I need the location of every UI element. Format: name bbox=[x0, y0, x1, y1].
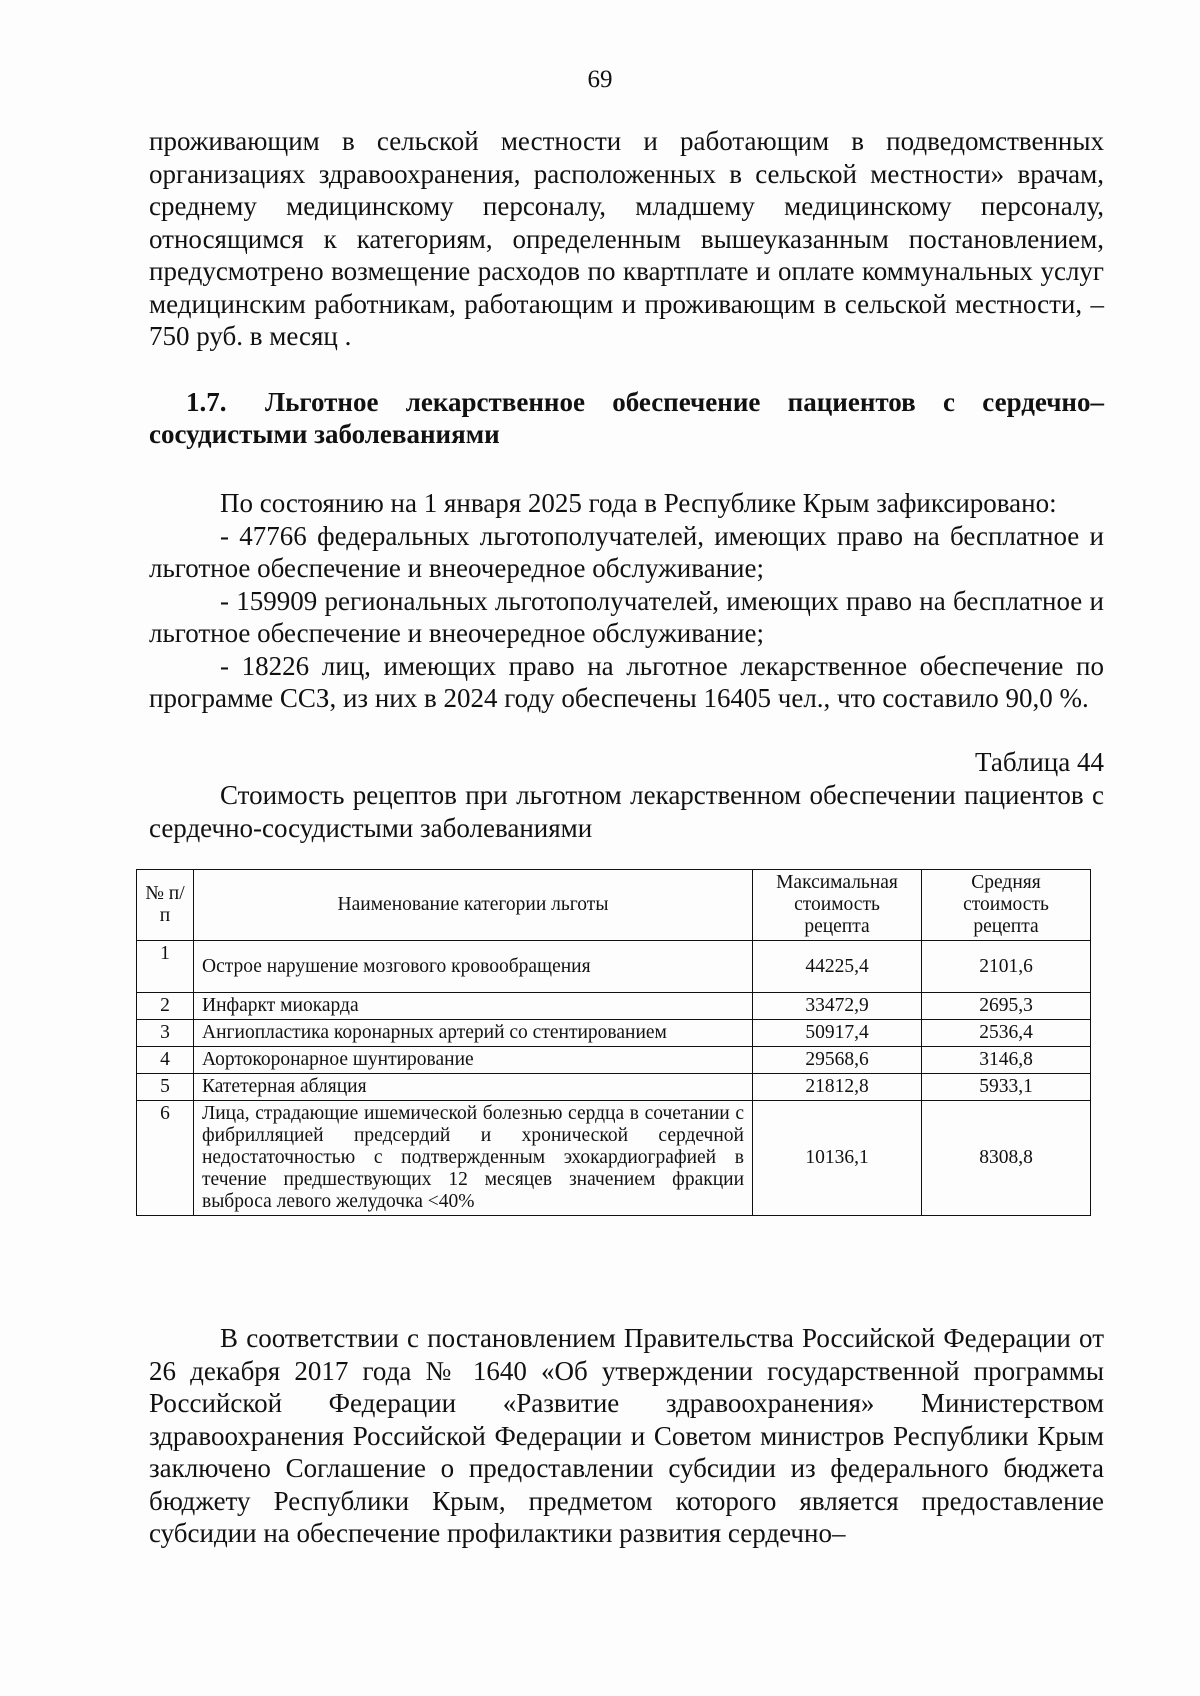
header-name: Наименование категории льготы bbox=[194, 870, 753, 941]
stats-item: - 47766 федеральных льготополучателей, имеющих право на бесплатное и льготное обеспечение и внеочередное обслуживание; bbox=[149, 520, 1104, 583]
row-name: Ангиопластика коронарных артерий со стентированием bbox=[194, 1020, 753, 1047]
table-row bbox=[137, 941, 1091, 993]
row-name: Лица, страдающие ишемической болезнью сердца в сочетании с фибрилляцией предсердий и хронической сердечной недостаточностью с подтвержденным эхокардиографией в течение предшествующих 12 месяцев значением фракции выброса левого желудочка <40% bbox=[194, 1101, 753, 1216]
page-number: 69 bbox=[587, 66, 613, 93]
row-max-cost: 21812,8 bbox=[753, 1074, 922, 1101]
row-max-cost: 33472,9 bbox=[753, 993, 922, 1020]
table-row bbox=[137, 993, 1091, 1020]
row-name: Катетерная абляция bbox=[194, 1074, 753, 1101]
table-row bbox=[137, 1047, 1091, 1074]
intro-paragraph: проживающим в сельской местности и работающим в подведомственных организациях здравоохранения, расположенных в сельской местности» врачам, среднему медицинскому персоналу, младшему медицинскому персоналу, относящимся к категориям, определенным вышеуказанным постановлением, предусмотрено возмещение расходов по квартплате и оплате коммунальных услуг медицинским работникам, работающим и проживающим в сельской местности, – 750 руб. в месяц . bbox=[149, 126, 1104, 351]
row-num: 6 bbox=[137, 1101, 194, 1216]
row-num: 1 bbox=[137, 941, 194, 993]
table-caption: Стоимость рецептов при льготном лекарственном обеспечении пациентов с сердечно-сосудистыми заболеваниями bbox=[149, 780, 1104, 843]
row-max-cost: 44225,4 bbox=[753, 941, 922, 993]
row-num: 4 bbox=[137, 1047, 194, 1074]
row-avg-cost: 3146,8 bbox=[922, 1047, 1091, 1074]
stats-lead: По состоянию на 1 января 2025 года в Республике Крым зафиксировано: bbox=[220, 488, 1057, 518]
table-label: Таблица 44 bbox=[975, 747, 1104, 777]
row-avg-cost: 8308,8 bbox=[922, 1101, 1091, 1216]
table-row bbox=[137, 1020, 1091, 1047]
row-max-cost: 50917,4 bbox=[753, 1020, 922, 1047]
table-row bbox=[137, 1101, 1091, 1216]
table-header-row bbox=[137, 870, 1091, 941]
stats-block bbox=[149, 487, 1104, 715]
section-heading bbox=[149, 386, 1104, 450]
row-max-cost: 29568,6 bbox=[753, 1047, 922, 1074]
row-num: 2 bbox=[137, 993, 194, 1020]
header-avg-cost: Средняя стоимость рецепта bbox=[922, 870, 1091, 941]
row-avg-cost: 5933,1 bbox=[922, 1074, 1091, 1101]
row-avg-cost: 2536,4 bbox=[922, 1020, 1091, 1047]
closing-paragraph: В соответствии с постановлением Правительства Российской Федерации от 26 декабря 2017 года № 1640 «Об утверждении государственной программы Российской Федерации «Развитие здравоохранения» Министерством здравоохранения Российской Федерации и Советом министров Республики Крым заключено Соглашение о предоставлении субсидии из федерального бюджета бюджету Республики Крым, предметом которого является предоставление субсидии на обеспечение профилактики развития сердечно– bbox=[149, 1323, 1104, 1548]
row-avg-cost: 2101,6 bbox=[922, 941, 1091, 993]
row-num: 5 bbox=[137, 1074, 194, 1101]
stats-item: - 159909 региональных льготополучателей, имеющих право на бесплатное и льготное обеспечение и внеочередное обслуживание; bbox=[149, 585, 1104, 648]
row-name: Аортокоронарное шунтирование bbox=[194, 1047, 753, 1074]
row-name: Инфаркт миокарда bbox=[194, 993, 753, 1020]
benefits-table bbox=[136, 869, 1091, 1216]
table-row bbox=[137, 1074, 1091, 1101]
header-num: № п/п bbox=[137, 870, 194, 941]
row-avg-cost: 2695,3 bbox=[922, 993, 1091, 1020]
header-max-cost: Максимальная стоимость рецепта bbox=[753, 870, 922, 941]
row-num: 3 bbox=[137, 1020, 194, 1047]
section-number: 1.7. bbox=[186, 387, 227, 417]
row-name: Острое нарушение мозгового кровообращения bbox=[194, 941, 753, 993]
section-title: Льготное лекарственное обеспечение пациентов с сердечно–сосудистыми заболеваниями bbox=[149, 387, 1104, 449]
stats-item: - 18226 лиц, имеющих право на льготное лекарственное обеспечение по программе ССЗ, из них в 2024 году обеспечены 16405 чел., что составило 90,0 %. bbox=[149, 650, 1104, 713]
row-max-cost: 10136,1 bbox=[753, 1101, 922, 1216]
